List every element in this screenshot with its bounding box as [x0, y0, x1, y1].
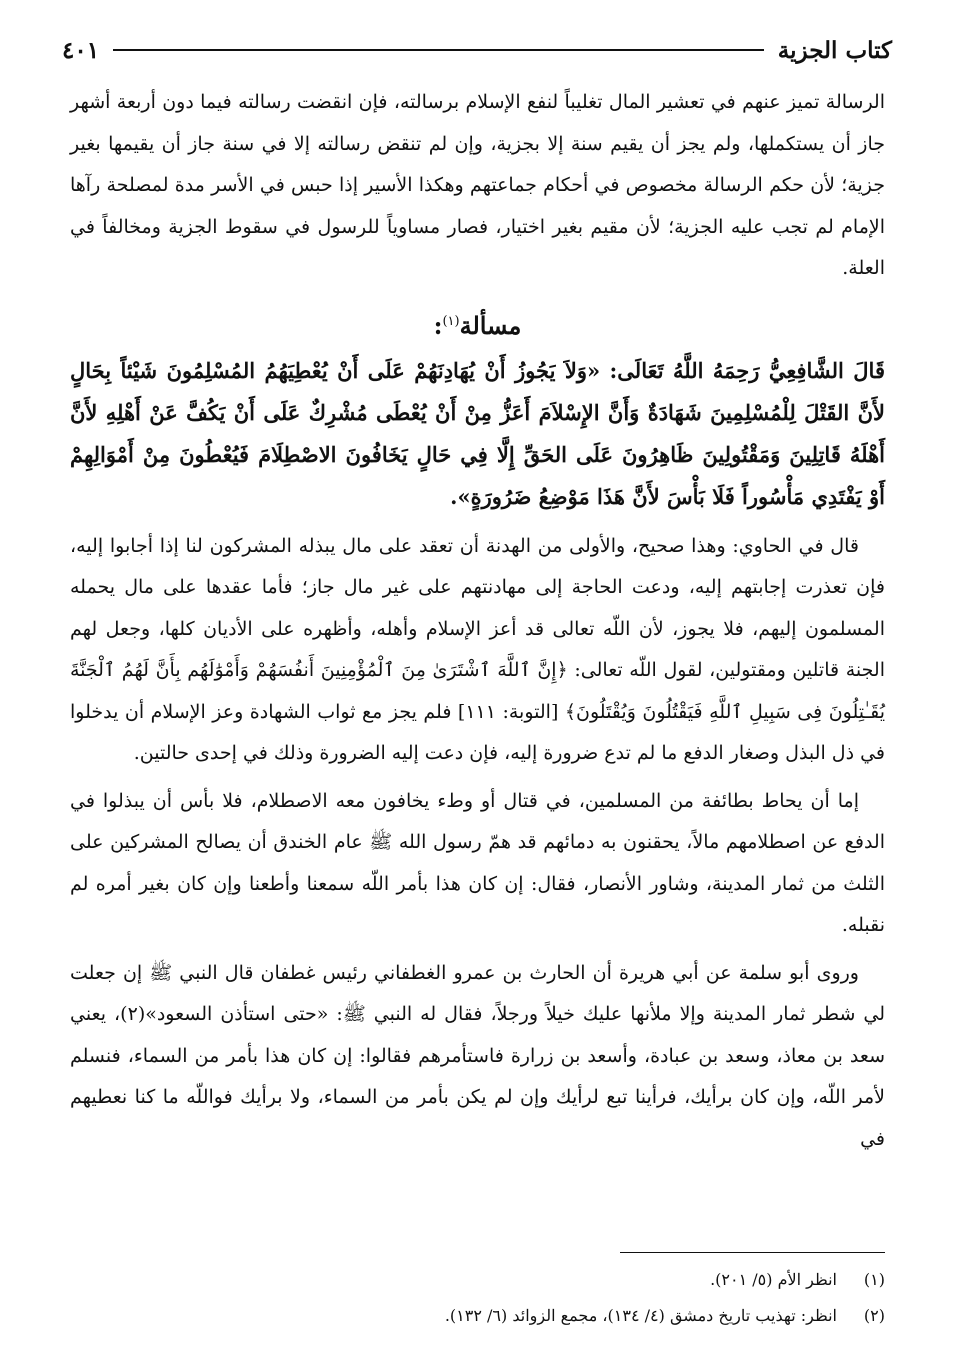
footnote-number: (٢)	[863, 1306, 885, 1325]
footnote-separator	[620, 1252, 885, 1253]
paragraph-continuation: الرسالة تميز عنهم في تعشير المال تغليباً لنفع الإسلام برسالته، فإن انقضت رسالته فيما دون أربعة أشهر جاز أن يستكملها، ولم يجز أن يقيم سنة إلا بجزية، وإن لم تنقض رسالته إلا في سنة جاز أن يقيمها بغير جزية؛ لأن حكم الرسالة مخصوص في أحكام جماعتهم وهكذا الأسير إذا حبس في الأسر مدة لمصلحة رآها الإمام لم تجب عليه الجزية؛ لأن مقيم بغير اختيار، فصار مساوياً للرسول في سقوط الجزية ومخالفاً في العلة.	[70, 91, 885, 279]
shafii-quote-block	[70, 350, 885, 518]
paragraph: إما أن يحاط بطائفة من المسلمين، في قتال أو وطء يخافون معه الاصطلام، فلا بأس أن يبذلوا في الدفع عن اصطلامهم مالاً، يحقنون به دمائهم قد همّ رسول الله ﷺ عام الخندق أن يصالح المشركين على الثلث من ثمار المدينة، وشاور الأنصار، فقال: إن كان هذا بأمر اللّه سمعنا وأطعنا وإن كان بغير أمره لم نقبله.	[70, 789, 885, 936]
footnote-number: (١)	[863, 1270, 885, 1289]
masala-colon: :	[433, 310, 443, 340]
masala-heading	[70, 300, 885, 348]
footnote-item	[70, 1298, 885, 1334]
running-header	[62, 30, 892, 70]
footnote-item	[70, 1262, 885, 1298]
paragraph: قال في الحاوي: وهذا صحيح، والأولى من الهدنة أن تعقد على مال يبذله المشركون لنا إذا أجابوا إليه، فإن تعذرت إجابتهم إليه، ودعت الحاجة إلى مهادنتهم على غير مال جاز؛ فأما عقدها على مال يحمله المسلمون إليهم، فلا يجوز، لأن اللّه تعالى قد أعز الإسلام وأهله، وأظهره على الأديان كلها، وجعل لهم الجنة قاتلين ومقتولين، لقول اللّه تعالى: ﴿إِنَّ ٱللَّهَ ٱشْتَرَىٰ مِنَ ٱلْمُؤْمِنِينَ أَنفُسَهُمْ وَأَمْوَٰلَهُم بِأَنَّ لَهُمُ ٱلْجَنَّةَ يُقَـٰتِلُونَ فِى سَبِيلِ ٱللَّهِ فَيَقْتُلُونَ وَيُقْتَلُونَ﴾ [التوبة: ١١١] فلم يجز مع ثواب الشهادة وعز الإسلام أن يدخلوا في ذل البذل وصغار الدفع ما لم تدع ضرورة إليه، فإن دعت إليه الضرورة وذلك في إحدى حالتين.	[70, 534, 885, 764]
main-text	[70, 82, 885, 1166]
header-rule	[113, 49, 764, 51]
masala-title: مسألة	[459, 310, 522, 340]
footnote-ref: (١)	[442, 313, 460, 329]
page-number: ٤٠١	[62, 36, 100, 64]
footnote-text: انظر الأم (٥/ ٢٠١).	[710, 1270, 837, 1289]
shafii-quote: قَالَ الشَّافِعِيُّ رَحِمَهُ اللَّهُ تَعَالَى: «وَلاَ يَجُوزُ أَنْ يُهَادِنَهُمْ عَلَى أَنْ يُعْطِيَهُمُ المُسْلِمُونَ شَيْئاً بِحَالٍ لأَنَّ القَتْلَ لِلْمُسْلِمِينَ شَهَادَةٌ وَأَنَّ الإِسْلاَمَ أَعَزُّ مِنْ أَنْ يُعْطَى مُشْرِكٌ عَلَى أَنْ يَكُفَّ عَنْ أَهْلِهِ لأَنَّ أَهْلَهُ قَاتِلِينَ وَمَقْتُولِينَ ظَاهِرُونَ عَلَى الحَقِّ إِلَّا فِي حَالٍ يَخَافُونَ الاصْطِلَامَ فَيُعْطُونَ مِنْ أَمْوَالِهِمْ أَوْ يَفْتَدِي مَأْسُوراً فَلَا بَأْسَ لأَنَّ هَذَا مَوْضِعُ ضَرُورَةٍ».	[70, 357, 885, 509]
footnote-text: انظر: تهذيب تاريخ دمشق (٤/ ١٣٤)، مجمع الزوائد (٦/ ١٣٢).	[444, 1306, 837, 1325]
paragraph: وروى أبو سلمة عن أبي هريرة أن الحارث بن عمرو الغطفاني رئيس غطفان قال النبي ﷺ إن جعلت لي شطر ثمار المدينة وإلا ملأنها عليك خيلاً ورجلاً، فقال له النبي ﷺ: «حتى استأذن السعود»(٢)، يعني سعد بن معاذ، وسعد بن عبادة، وأسعد بن زرارة فاستأمرهم فقالوا: إن كان هذا بأمر من السماء، فنسلم لأمر اللّه، وإن كان برأيك، فرأينا تبع لرأيك وإن لم يكن بأمر من السماء، ولا برأيك فواللّه ما كنا نعطيهم في	[70, 961, 886, 1150]
chapter-title: كتاب الجزية	[777, 36, 892, 64]
footnotes	[70, 1262, 885, 1334]
